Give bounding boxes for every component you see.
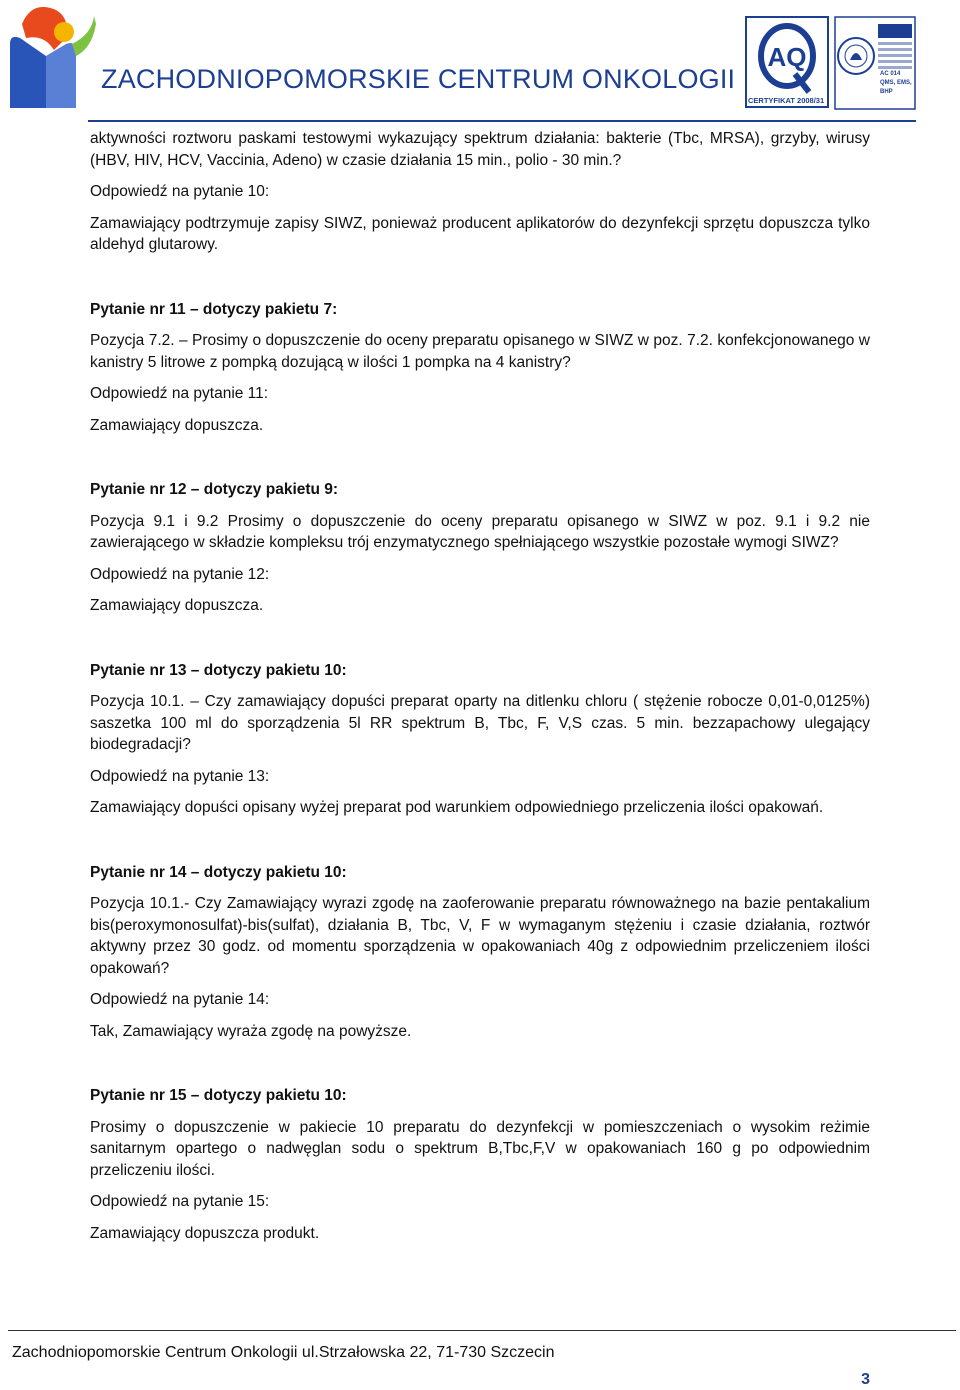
footer-address: Zachodniopomorskie Centrum Onkologii ul.Strzałowska 22, 71-730 Szczecin (12, 1344, 555, 1361)
document-body (90, 128, 870, 1244)
question-heading: Pytanie nr 13 – dotyczy pakietu 10: (90, 661, 347, 679)
aq-certificate-label: CERTYFIKAT 2008/31 (748, 96, 825, 105)
body-paragraph: aktywności roztworu paskami testowymi wykazujący spektrum działania: bakterie (Tbc, MRSA), grzyby, wirusy (HBV, HIV, HCV, Vaccinia, Adeno) w czasie działania 15 min., polio - 30 min.? (90, 130, 870, 169)
body-paragraph: Odpowiedź na pytanie 11: (90, 385, 269, 402)
svg-text:AQ: AQ (767, 42, 807, 72)
pca-label-line-1: AC 014 (880, 71, 901, 77)
body-paragraph: Zamawiający podtrzymuje zapisy SIWZ, ponieważ producent aplikatorów do dezynfekcji sprzętu dopuszcza tylko aldehyd glutarowy. (90, 214, 870, 253)
pca-label-line-2: QMS, EMS, (880, 80, 912, 86)
question-heading: Pytanie nr 14 – dotyczy pakietu 10: (90, 863, 347, 881)
aq-certificate-icon (745, 16, 829, 108)
question-heading: Pytanie nr 15 – dotyczy pakietu 10: (90, 1087, 347, 1104)
page-header (0, 0, 960, 124)
body-paragraph: Zamawiający dopuszcza. (90, 597, 264, 614)
body-paragraph: Tak, Zamawiający wyraża zgodę na powyższe. (90, 1022, 412, 1040)
footer-divider (8, 1330, 956, 1331)
body-paragraph: Pozycja 10.1.- Czy Zamawiający wyrazi zgodę na zaoferowanie preparatu równoważnego na bazie pentakalium bis(peroxymonosulfat)-bis(sulfat), działania B, Tbc, V, F w wymaganym stężeniu i czasie działania, roztwór aktywny przez 30 godz. od momentu sporządzenia w opakowaniach 40g z odpowiednim przeliczeniem ilości opakowań? (90, 895, 870, 977)
question-heading: Pytanie nr 12 – dotyczy pakietu 9: (90, 481, 339, 498)
body-paragraph: Zamawiający dopuszcza produkt. (90, 1224, 320, 1242)
body-paragraph: Odpowiedź na pytanie 14: (90, 991, 270, 1008)
body-paragraph: Pozycja 9.1 i 9.2 Prosimy o dopuszczenie do oceny preparatu opisanego w SIWZ w poz. 9.1 i 9.2 nie zawierającego w składzie kompleksu trój enzymatycznego spełniającego wszystkie pozostałe wymogi SIWZ? (90, 512, 870, 551)
header-title: ZACHODNIOPOMORSKIE CENTRUM ONKOLOGII (101, 64, 736, 94)
body-paragraph: Pozycja 10.1. – Czy zamawiający dopuści preparat oparty na ditlenku chloru ( stężenie robocze 0,01-0,0125%) saszetka 100 ml do sporządzenia 5l RR spektrum B, Tbc, F, V,S czas. 5 min. bezzapachowy ulegający biodegradacji? (90, 693, 870, 753)
person-logo-icon (4, 4, 96, 108)
page-number: 3 (861, 1371, 870, 1388)
body-paragraph: Prosimy o dopuszczenie w pakiecie 10 preparatu do dezynfekcji w pomieszczeniach o wysokim reżimie sanitarnym opartego o nadwęglan sodu o spektrum B,Tbc,F,V w opakowaniach 160 g po odpowiednim przeliczeniu ilości. (90, 1118, 870, 1179)
body-paragraph: Zamawiający dopuszcza. (90, 416, 264, 434)
body-paragraph: Zamawiający dopuści opisany wyżej preparat pod warunkiem odpowiedniego przeliczenia ilości opakowań. (90, 799, 824, 816)
header-divider (88, 120, 916, 122)
body-paragraph: Pozycja 7.2. – Prosimy o dopuszczenie do oceny preparatu opisanego w SIWZ w poz. 7.2. konfekcjonowanego w kanistry 5 litrowe z pompką dozującą w ilości 1 pompka na 4 kanistry? (90, 332, 870, 371)
body-paragraph: Odpowiedź na pytanie 10: (90, 183, 270, 200)
body-paragraph: Odpowiedź na pytanie 12: (90, 565, 270, 583)
body-paragraph: Odpowiedź na pytanie 15: (90, 1193, 270, 1210)
body-paragraph: Odpowiedź na pytanie 13: (90, 767, 270, 785)
question-heading: Pytanie nr 11 – dotyczy pakietu 7: (90, 300, 338, 318)
pca-label-line-3: BHP (880, 89, 893, 95)
pca-certificate-icon (834, 16, 916, 110)
